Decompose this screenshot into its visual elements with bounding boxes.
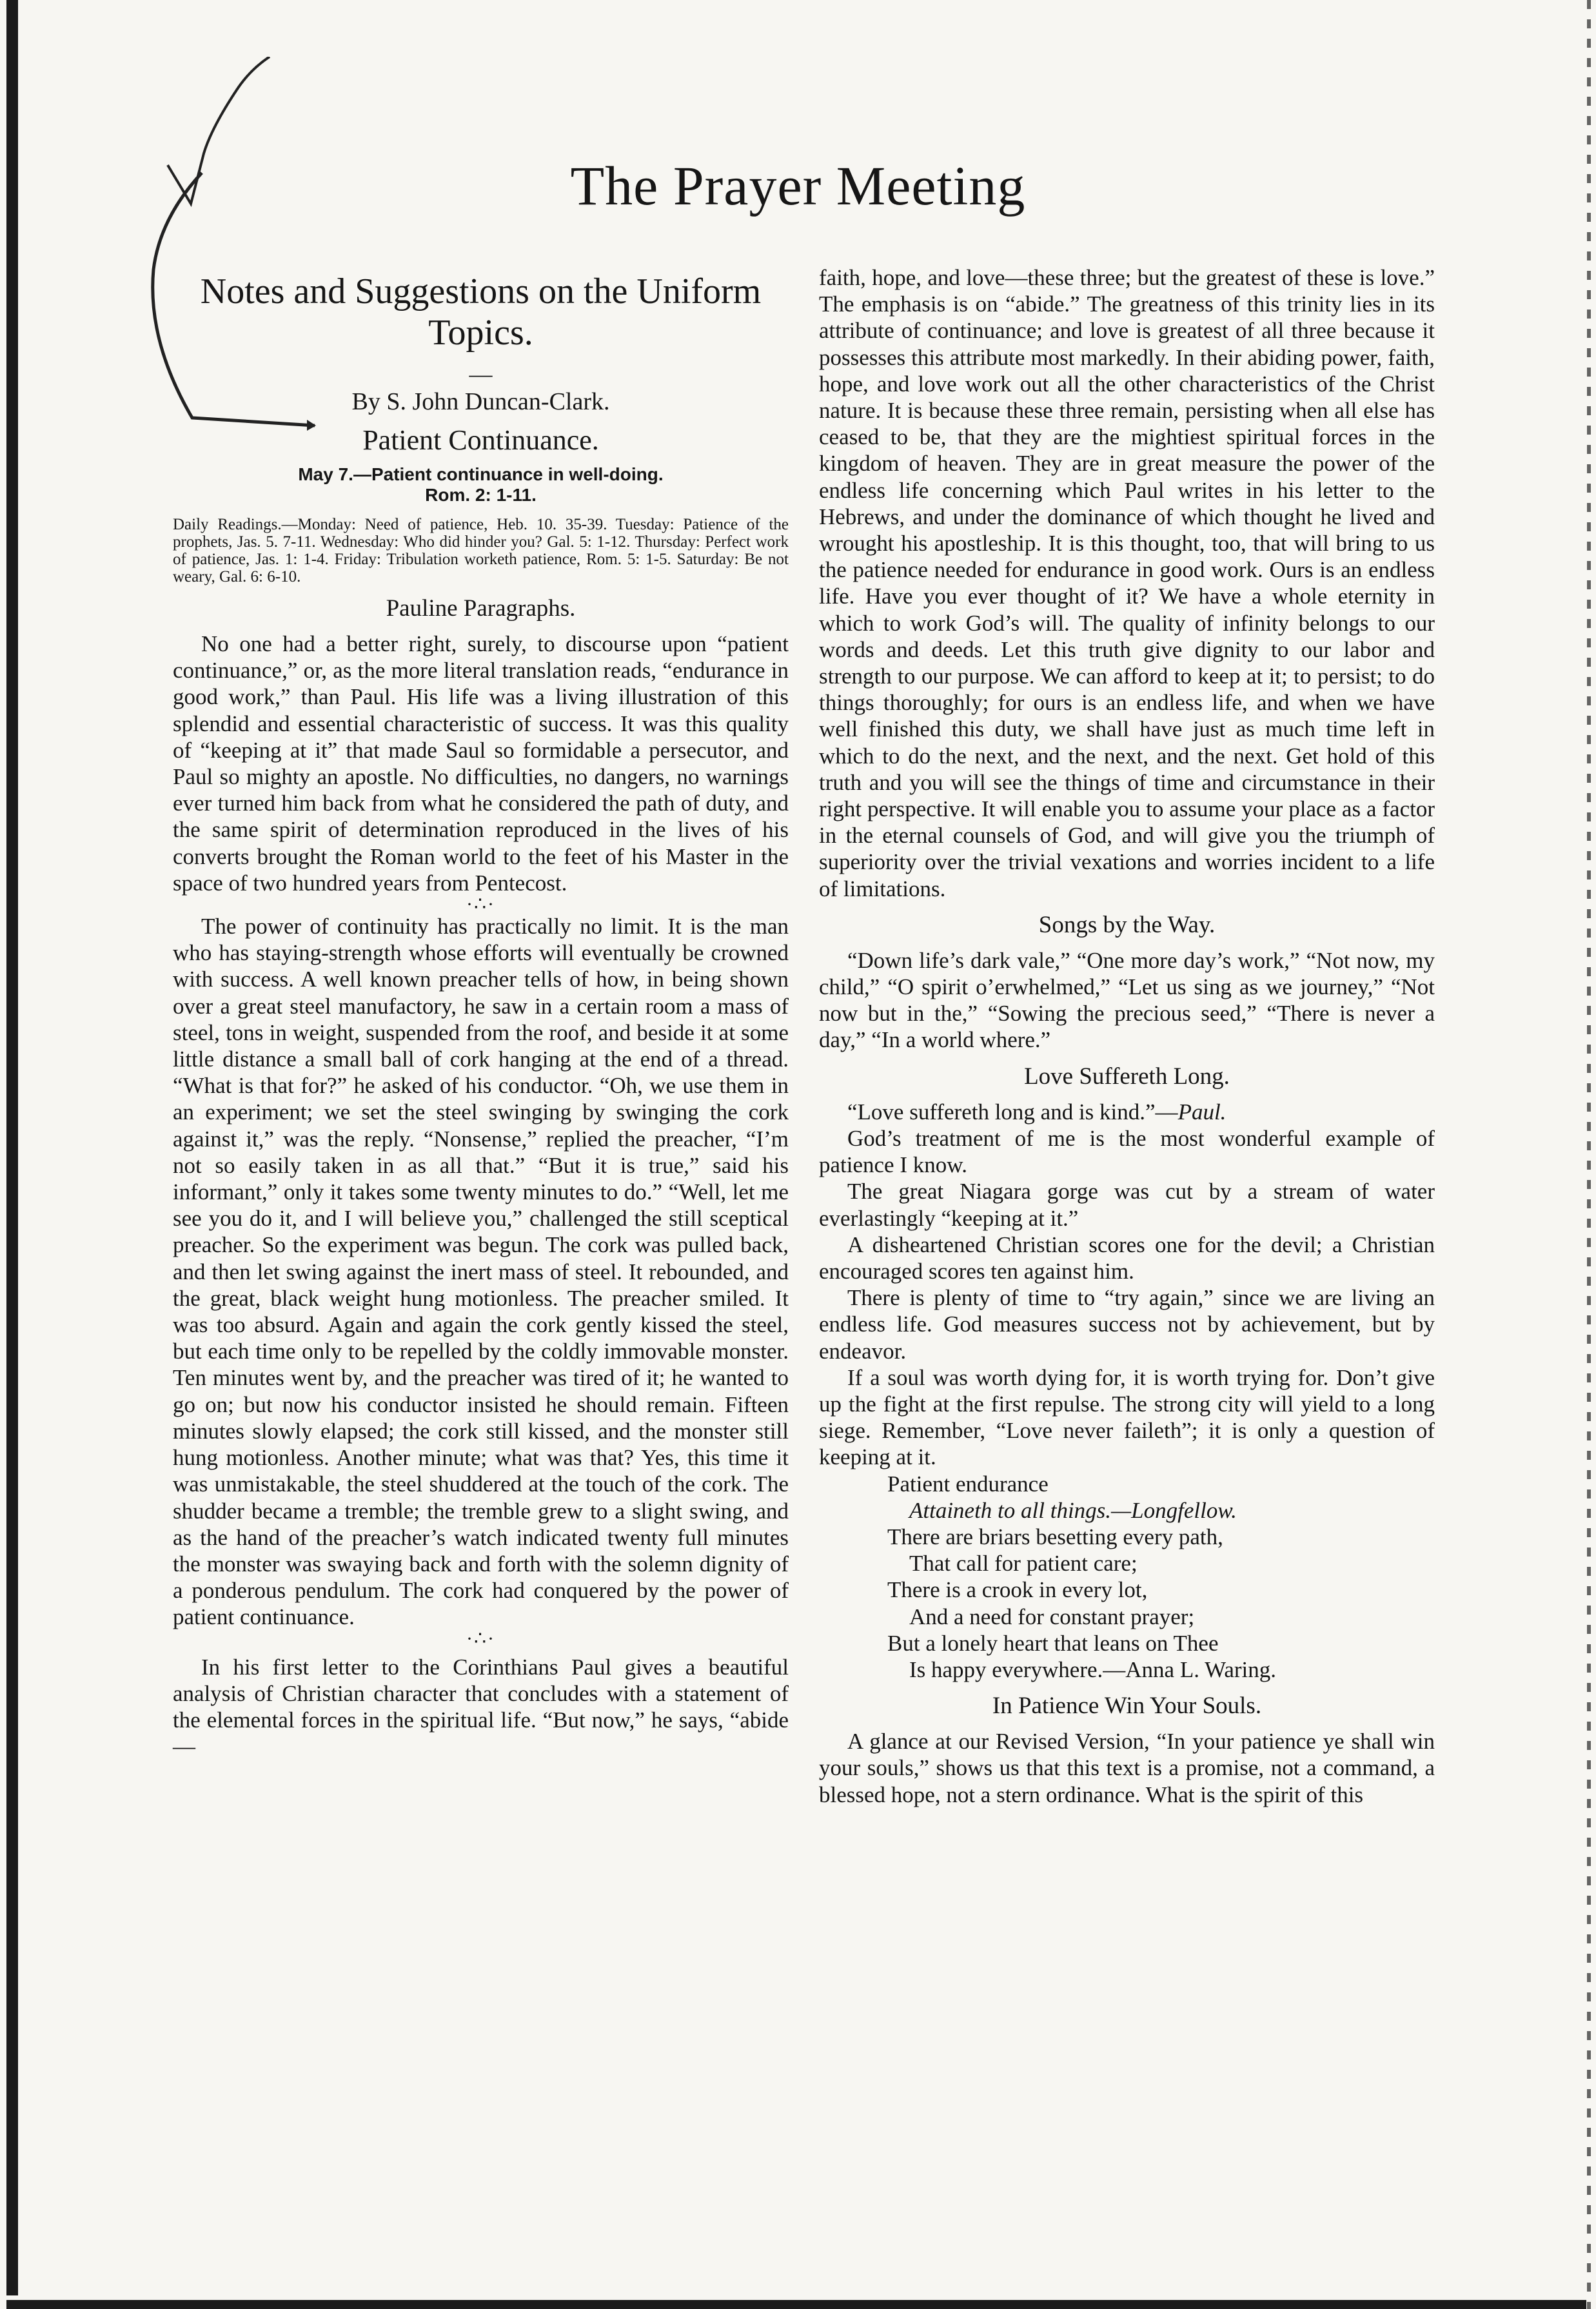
heading-dash: —: [469, 361, 493, 387]
poem-waring: [819, 1524, 1435, 1683]
paragraph: The great Niagara gorge was cut by a stream of water everlastingly “keeping at it.”: [819, 1179, 1435, 1231]
scan-edge-bottom: [6, 2300, 1586, 2309]
poem-longfellow: [819, 1471, 1435, 1524]
poem-line: Is happy everywhere.—Anna L. Waring.: [909, 1656, 1276, 1682]
poem-line: There is a crook in every lot,: [887, 1577, 1148, 1603]
paragraph: A glance at our Revised Version, “In your patience ye shall win your souls,” shows us that this text is a promise, not a command, a blessed hope, not a stern ordinance. What is the spirit of this: [819, 1729, 1435, 1807]
section-dots: ·∴·: [466, 1627, 496, 1649]
paragraph: God’s treatment of me is the most wonderful example of patience I know.: [819, 1125, 1435, 1178]
date-line-text: May 7.—Patient continuance in well-doing.: [298, 464, 664, 484]
paragraph: If a soul was worth dying for, it is worth trying for. Don’t give up the fight at the first repulse. The strong city will yield to a long siege. Remember, “Love never faileth”; it is only a question of keeping at it.: [819, 1364, 1435, 1470]
poem-line: There are briars besetting every path,: [887, 1524, 1223, 1549]
article-heading: Notes and Suggestions on the Uniform Topics.: [200, 271, 762, 353]
section-title-songs: Songs by the Way.: [1038, 911, 1216, 938]
date-line-ref: Rom. 2: 1-11.: [425, 485, 537, 505]
date-line: [173, 464, 789, 506]
quote-author: Paul.: [1177, 1099, 1227, 1125]
page-title: The Prayer Meeting: [570, 155, 1026, 217]
scan-edge-left: [6, 0, 18, 2295]
paragraph: “Down life’s dark vale,” “One more day’s work,” “Not now, my child,” “O spirit o’erwhelmed,” “Let us sing as we journey,” “Not now but in the,” “Sowing the precious seed,” “There is never a day,” “In a world where.”: [819, 947, 1435, 1053]
quote-text: “Love suffereth long and is kind.”—: [847, 1099, 1178, 1125]
section-title-patience: In Patience Win Your Souls.: [992, 1693, 1262, 1720]
paragraph: The power of continuity has practically no limit. It is the man who has staying-strength whose efforts will eventually be crowned with success. A well known preacher tells of how, in being shown over a great steel manufactory, he saw in a certain room a mass of steel, tons in weight, suspended from the roof, and beside it at some little distance a small ball of cork hanging at the end of a thread. “What is that for?” he asked of his conductor. “Oh, we use them in an experiment; we set the steel swinging by swinging the cork against it,” was the reply. “Nonsense,” replied the preacher, “I’m not so easily taken in as all that.” “But it is true,” said his informant,” only it takes some twenty minutes to do.” “Well, let me see you do it, and I will believe you,” challenged the still sceptical preacher. So the experiment was begun. The cork was pulled back, and then let swing against the inert mass of steel. It rebounded, and the great, black weight hung motionless. The preacher smiled. It was too absurd. Again and again the cork gently kissed the steel, but each time only to be repelled by the coldly immovable monster. Ten minutes went by, and the preacher was tired of it; he wanted to go on; but now his conductor insisted he should remain. Fifteen minutes slowly elapsed; the cork still kissed, and the monster still hung motionless. Another minute; what was that? Yes, this time it was unmistakable, the steel shuddered at the touch of the cork. The shudder became a tremble; the tremble grew to a slight swing, and as the hand of the preacher’s watch indicated twenty full minutes the monster was swaying back and forth with the solemn dignity of a ponderous pendulum. The cork had conquered by the power of patient continuance.: [173, 914, 789, 1630]
paragraph: In his first letter to the Corinthians Paul gives a beautiful analysis of Christian character that concludes with a statement of the elemental forces in the spiritual life. “But now,” he says, “abide—: [173, 1654, 789, 1760]
quote: [819, 1099, 1435, 1125]
section-title-pauline: Pauline Paragraphs.: [386, 595, 576, 622]
scan-edge-right: [1587, 0, 1591, 2309]
paragraph: There is plenty of time to “try again,” since we are living an endless life. God measures success not by achievement, but by endeavor.: [819, 1285, 1435, 1364]
poem-line: That call for patient care;: [909, 1551, 1138, 1577]
paragraph: No one had a better right, surely, to discourse upon “patient continuance,” or, as the more literal translation reads, “endurance in good work,” than Paul. His life was a living illustration of this splendid and essential characteristic of success. It was this quality of “keeping at it” that made Saul so formidable a persecutor, and Paul so mighty an apostle. No difficulties, no dangers, no warnings ever turned him back from what he considered the path of duty, and the same spirit of determination reproduced in the lives of his converts brought the Roman world to the feet of his Master in the space of two hundred years from Pentecost.: [173, 631, 789, 896]
byline: By S. John Duncan-Clark.: [351, 388, 610, 415]
poem-line: And a need for constant prayer;: [909, 1604, 1195, 1629]
section-title-love: Love Suffereth Long.: [1024, 1063, 1230, 1090]
daily-readings: Daily Readings.—Monday: Need of patience, Heb. 10. 35-39. Tuesday: Patience of the prophets, Jas. 5. 7-11. Wednesday: Who did hinder you? Gal. 5: 1-12. Thursday: Perfect work of patience, Jas. 1: 1-4. Friday: Tribulation worketh patience, Rom. 5: 1-5. Saturday: Be not weary, Gal. 6: 6-10.: [173, 516, 789, 585]
section-dots: ·∴·: [466, 894, 496, 916]
paragraph: faith, hope, and love—these three; but the greatest of these is love.” The emphasis is on “abide.” The greatness of this trinity lies in its attribute of continuance; and love is greatest of all three because it possesses this attribute most markedly. In their abiding power, faith, hope, and love work out all the other characteristics of the Christ nature. It is because these three remain, persisting when all else has ceased to be, that they are the mightiest spiritual forces in the kingdom of heaven. They are in great measure the power of the endless life concerning which Paul writes in his letter to the Hebrews, and under the dominance of which thought he lived and wrought his apostleship. It is this thought, too, that will bring to us the patience needed for endurance in good work. Ours is an endless life. Have you ever thought of it? We have a whole eternity in which to work God’s will. The quality of infinity belongs to our words and deeds. Let this truth give dignity to our labor and strength to our purpose. We can afford to keep at it; to persist; to do things thoroughly; for ours is an endless life, and when we have well finished this duty, we shall have just as much time left in which to do the next, and the next, and the next. Get hold of this truth and you will see the things of time and circumstance in their right perspective. It will enable you to assume your place as a factor in the eternal counsels of God, and will give you the triumph of superiority over the trivial vexations and worries incident to a life of limitations.: [819, 265, 1435, 901]
poem-line: Attaineth to all things.—Longfellow.: [909, 1497, 1237, 1523]
poem-line: But a lonely heart that leans on Thee: [887, 1630, 1219, 1656]
paragraph: A disheartened Christian scores one for the devil; a Christian encouraged scores ten against him.: [819, 1232, 1435, 1284]
right-column: [819, 264, 1435, 1808]
topic-title: Patient Continuance.: [362, 424, 599, 456]
left-column: [173, 258, 789, 1760]
poem-line: Patient endurance: [887, 1471, 1049, 1497]
